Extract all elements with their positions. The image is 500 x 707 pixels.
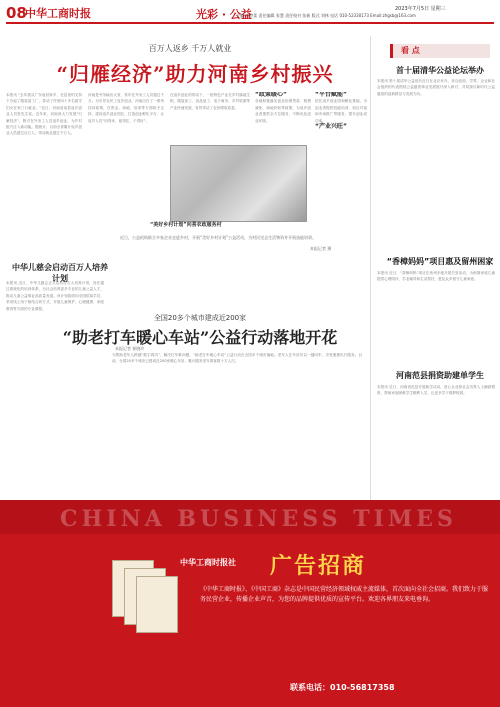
subhead-industry: “产业兴旺” (315, 123, 347, 131)
sidebar-story3-title: 河南范县捐资助建单学生 (396, 371, 484, 380)
subhead-platform: “平台赋能” (315, 92, 347, 98)
header-rule (6, 22, 494, 24)
middle-byline: 本报记者 崔晓玲 (115, 346, 145, 351)
middle-kicker: 全国20多个城市建成近200家 (153, 314, 247, 322)
issue-date: 2023年7月5日 星期三 (395, 6, 446, 12)
page-number: 08 (6, 4, 27, 22)
middle-body (112, 352, 362, 492)
photo-credit: 本报记者 摄 (310, 246, 332, 251)
main-col-4 (255, 92, 311, 142)
middle-headline: “助老打车暖心车站”公益行动落地开花 (62, 328, 338, 347)
subhead-policy: “政策暖心” (255, 92, 287, 98)
left-body (6, 280, 104, 490)
main-col-3-text: 在返乡创业的带动下，一批特色产业在乡村落地生根，服装加工、食品加工、电子商务、乡村旅游等产业快速发展，有效带动了农民增收致富。 (170, 93, 250, 110)
left-body-text: 本报讯 近日，中华儿慈会正式启动百万人培养计划，旨在通过系统化的培训体系，为社会培养更多专业的儿童公益人才，推动儿童公益事业高质量发展。该计划将面向全国招募学员，采用线上线下相结合的方式，开展儿童保护、心理健康、家庭教育等方面的专业课程。 (6, 281, 104, 311)
main-col-3 (170, 92, 250, 142)
ad-title: 广告招商 (270, 553, 367, 579)
newspaper-brand: 中华工商时报 (25, 7, 91, 20)
main-col-5-text: 依托返乡创业园和孵化基地，为创业者提供技能培训、项目对接和市场推广等服务，提升创业成功率。 (315, 99, 367, 123)
main-col-2 (88, 92, 164, 212)
ad-contact-phone[interactable]: 联系电话：010-56817358 (290, 683, 395, 692)
ad-english-title: CHINA BUSINESS TIMES (60, 506, 457, 532)
sidebar-story3-text: 本报讯 近日，河南省范县开展助学活动，爱心企业和社会各界人士踊跃捐资，帮助家庭困难学生顺利入学，让更多学子圆梦校园。 (377, 385, 495, 396)
photo-caption: 近日，公益机构联合多家企业走进乡村，开展“美好乡村计划”公益活动，为村民送去生活物资并开展技能培训。 (120, 235, 317, 240)
main-col-1 (6, 92, 82, 242)
ad-text: 《中华工商时报》、《中国工商》杂志是中国民营经济领域权威主流媒体，首次面向全社会招商。我们致力于服务民营企业，传播企业声音，为您的品牌提供优质的宣传平台。欢迎各界朋友来电垂询。 (200, 586, 489, 603)
newspaper-stack-image (112, 510, 172, 590)
sidebar-story1-body (377, 78, 495, 250)
main-col-5 (315, 92, 367, 142)
main-kicker: 百万人返乡 千万人就业 (148, 44, 232, 53)
main-headline: “归雁经济”助力河南乡村振兴 (56, 62, 334, 86)
focus-tag: 看 点 (390, 44, 490, 58)
ad-logo: 中华工商时报社 (180, 558, 236, 567)
section-title: 光彩 · 公益 (196, 8, 252, 21)
photo-title: “美好乡村计划”向菩农政服务村 (150, 222, 222, 228)
main-col-1-text: 本报讯 “去年我从广东返回家乡，在县里的支持下办起了服装加工厂，带动了村里四十多名留守妇女在家门口就业。”近日，河南省某县返乡创业人员张先生说。近年来，河南省大力发展“归雁经济”，吸引在外务工人员返乡创业，为乡村振兴注入新动能。据统计，目前全省累计返乡创业人员超过百万人，带动就业超过千万人。 (6, 93, 82, 136)
sidebar-story3-body (377, 384, 495, 494)
main-col-4-text: 各地积极落实创业担保贷款、税费减免、场地补贴等政策，为返乡创业者提供全方位服务，不断优化创业环境。 (255, 99, 311, 123)
middle-body-text: 为帮助老年人跨越“数字鸿沟”，解决打车难问题，“助老打车暖心车站”公益行动在全国多个城市落地。老年人在车站可以一键叫车，享受便捷出行服务。目前，全国20多个城市已建成近200家暖心车站，累计服务老年乘客数十万人次。 (112, 353, 362, 364)
main-col-2-text: 河南是劳务输出大省，常年在外务工人员超过千万。为引导农民工返乡创业，河南出台了一系列扶持政策，在资金、场地、培训等方面给予支持，建设返乡创业园区，打造创业孵化平台，让返乡人员“回得来、留得住、干得好”。 (88, 93, 164, 123)
sidebar-story2-text: 本报讯 近日，“香樟妈妈”项目在贵州多地开展关爱活动，为困境家庭儿童提供心理陪伴、学业辅导和生活帮扶，惠及众多留守儿童家庭。 (377, 271, 495, 282)
editor-line: 主编 李世柔 责任编辑 张慧 责任校对 张新 版式 刘林 电话 010-52330173 Email:zhgsb@163.com (236, 13, 416, 18)
sidebar-story1-title: 首十届清华公益论坛举办 (396, 66, 484, 75)
left-headline: 中华儿慈会启动百万人培养计划 (12, 262, 108, 283)
sidebar-story2-body (377, 270, 495, 365)
cooking-class-photo (170, 145, 307, 222)
sidebar-story2-title: “香樟妈妈”项目惠及留州困家 (386, 257, 494, 266)
sidebar-story1-text: 本报讯 第十届清华公益论坛近日在北京举办，来自政府、学界、企业和社会组织的代表围绕公益慈善事业发展展开深入研讨，共同探讨新时代公益慈善的创新路径与发展方向。 (377, 79, 495, 96)
